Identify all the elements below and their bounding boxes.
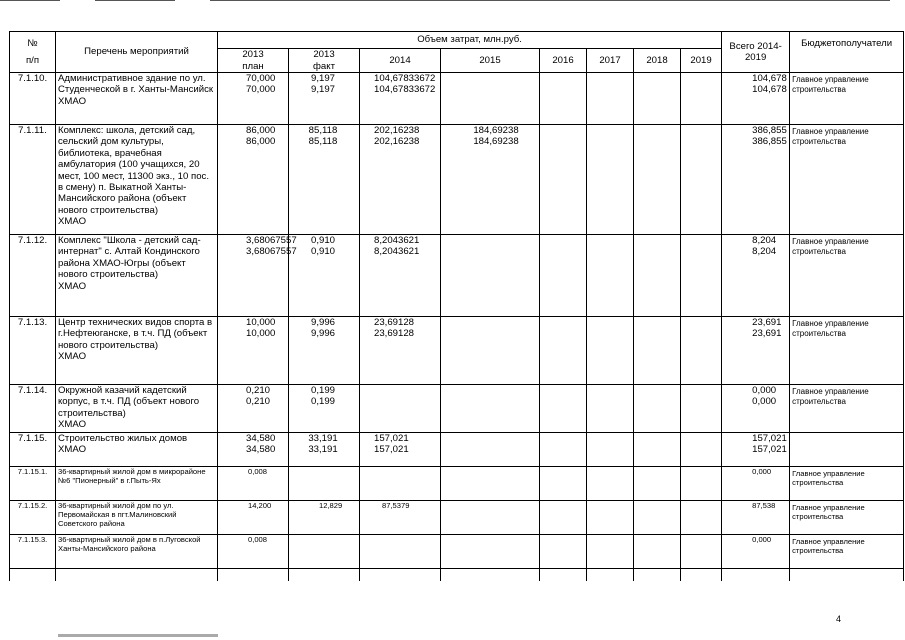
value-hmao: 85,118	[308, 136, 338, 148]
table-row	[10, 235, 904, 317]
value-main: 9,996	[310, 317, 335, 328]
value-empty	[540, 433, 587, 467]
value-empty	[587, 535, 634, 569]
value-empty	[441, 535, 540, 569]
value-empty	[681, 467, 722, 501]
row-number: 7.1.12.	[10, 235, 56, 317]
value-2013-plan	[218, 235, 297, 317]
value-empty	[587, 125, 634, 235]
value-empty	[634, 501, 681, 535]
value-empty	[681, 125, 722, 235]
value-main: Окружной казачий кадетский корпус, в т.ч. ПД (объект нового строительства)	[58, 385, 200, 419]
value-empty	[634, 433, 681, 467]
value-hmao: 157,021	[374, 444, 409, 456]
value-main: 157,021	[752, 433, 787, 444]
value-empty	[540, 501, 587, 535]
value-empty	[540, 569, 587, 581]
expenses-table	[9, 31, 904, 581]
value-empty	[634, 235, 681, 317]
row-recipient: Главное управление строительства	[790, 467, 904, 501]
value-2013-fact	[289, 73, 360, 125]
row-number: 7.1.15.	[10, 433, 56, 467]
value-main: 86,000	[246, 125, 276, 136]
table-row	[10, 467, 904, 501]
value-hmao: 8,2043621	[374, 246, 420, 258]
value-2014	[360, 535, 441, 569]
value-main: 0,000	[752, 385, 777, 396]
value-hmao: 33,191	[308, 444, 338, 456]
value-main: 23,691	[752, 317, 782, 328]
value-empty	[722, 569, 790, 581]
value-2014	[360, 385, 441, 433]
row-recipient: Главное управление строительства	[790, 317, 904, 385]
value-empty	[634, 317, 681, 385]
value-2013-plan: 14,200	[218, 501, 289, 535]
value-hmao: 0,910	[310, 246, 335, 258]
value-hmao: ХМАО	[58, 351, 87, 363]
table-row	[10, 501, 904, 535]
value-2015	[441, 235, 540, 317]
value-2013-plan: 0,008	[218, 535, 289, 569]
value-2013-plan	[218, 385, 289, 433]
value-total	[722, 433, 790, 467]
value-empty	[540, 73, 587, 125]
value-main: 33,191	[308, 433, 338, 444]
table-row	[10, 535, 904, 569]
row-name	[56, 73, 218, 125]
value-empty	[56, 569, 218, 581]
row-name	[56, 235, 218, 317]
value-2013-plan	[218, 433, 289, 467]
value-empty	[681, 385, 722, 433]
scan-artifact	[58, 634, 218, 637]
value-main: Строительство жилых домов	[58, 433, 188, 444]
row-recipient	[790, 433, 904, 467]
row-name: 36-квартирный жилой дом в п.Луговской Ханты-Мансийского района	[56, 535, 218, 569]
value-main: 0,199	[310, 385, 335, 396]
row-name	[56, 125, 218, 235]
value-main: 3,68067557	[246, 235, 297, 246]
row-recipient: Главное управление строительства	[790, 235, 904, 317]
value-main: 386,855	[752, 125, 787, 136]
header-num: № п/п	[10, 32, 56, 73]
row-recipient: Главное управление строительства	[790, 73, 904, 125]
value-2013-fact	[289, 467, 360, 501]
page-number: 4	[836, 614, 842, 624]
value-empty	[634, 569, 681, 581]
row-number: 7.1.13.	[10, 317, 56, 385]
value-2013-fact	[289, 235, 360, 317]
value-empty	[540, 125, 587, 235]
value-main: 104,67833672	[374, 73, 436, 84]
value-empty	[634, 467, 681, 501]
value-empty	[441, 467, 540, 501]
row-recipient: Главное управление строительства	[790, 501, 904, 535]
value-2013-fact	[289, 385, 360, 433]
value-hmao: 104,67833672	[374, 84, 436, 96]
row-number: 7.1.14.	[10, 385, 56, 433]
row-name	[56, 317, 218, 385]
header-2013-fact: 2013 факт	[289, 49, 360, 73]
row-name	[56, 433, 218, 467]
value-main: 202,16238	[374, 125, 420, 136]
value-2013-fact	[289, 535, 360, 569]
value-hmao: ХМАО	[58, 280, 87, 292]
header-2014: 2014	[360, 49, 441, 73]
value-empty	[587, 501, 634, 535]
header-2013-plan: 2013 план	[218, 49, 289, 73]
value-empty	[289, 569, 360, 581]
value-main: 23,69128	[374, 317, 415, 328]
value-empty	[10, 569, 56, 581]
value-total	[722, 235, 790, 317]
value-total: 0,000	[722, 535, 790, 569]
table-row	[10, 317, 904, 385]
value-hmao: 9,996	[310, 328, 335, 340]
top-rule-right	[210, 0, 890, 1]
value-empty	[587, 235, 634, 317]
row-number: 7.1.15.1.	[10, 467, 56, 501]
top-rule-mid	[95, 0, 175, 1]
value-main: 184,69238	[473, 125, 519, 136]
value-hmao: 184,69238	[473, 136, 519, 148]
header-recipient: Бюджетополучатели	[790, 32, 904, 73]
value-2013-fact	[289, 433, 360, 467]
value-2014	[360, 433, 441, 467]
value-empty	[634, 73, 681, 125]
value-2013-fact: 12,829	[289, 501, 360, 535]
value-main: 8,204	[752, 235, 777, 246]
value-empty	[540, 385, 587, 433]
value-main: Административное здание по ул. Студенческой в г. Ханты-Мансийск	[58, 73, 214, 96]
value-empty	[540, 535, 587, 569]
value-hmao: ХМАО	[58, 216, 87, 228]
value-2013-plan	[218, 73, 289, 125]
row-recipient: Главное управление строительства	[790, 535, 904, 569]
row-number: 7.1.15.2.	[10, 501, 56, 535]
value-empty	[790, 569, 904, 581]
value-2013-plan: 0,008	[218, 467, 289, 501]
value-total	[722, 317, 790, 385]
value-hmao: 386,855	[752, 136, 787, 148]
value-hmao: 0,000	[752, 396, 777, 408]
value-main: 85,118	[308, 125, 338, 136]
value-hmao: 34,580	[246, 444, 276, 456]
row-number: 7.1.15.3.	[10, 535, 56, 569]
header-2018: 2018	[634, 49, 681, 73]
value-main: Комплекс "Школа - детский сад-интернат" с. Алтай Кондинского района ХМАО-Югры (объект нового строительства)	[58, 235, 201, 281]
value-empty	[634, 385, 681, 433]
value-2015	[441, 385, 540, 433]
value-main: 0,910	[310, 235, 335, 246]
value-2013-plan	[218, 125, 289, 235]
value-2014	[360, 73, 441, 125]
header-2016: 2016	[540, 49, 587, 73]
table-row	[10, 433, 904, 467]
value-hmao: ХМАО	[58, 419, 87, 431]
value-2014	[360, 235, 441, 317]
value-empty	[681, 569, 722, 581]
value-empty	[587, 569, 634, 581]
value-hmao: 86,000	[246, 136, 276, 148]
value-2013-plan	[218, 317, 289, 385]
value-empty	[540, 467, 587, 501]
value-main: Центр технических видов спорта в г.Нефтеюганске, в т.ч. ПД (объект нового строительства)	[58, 317, 213, 351]
value-empty	[681, 535, 722, 569]
value-hmao: 23,691	[752, 328, 782, 340]
value-total	[722, 73, 790, 125]
value-hmao: 8,204	[752, 246, 777, 258]
value-2014	[360, 467, 441, 501]
value-hmao: 157,021	[752, 444, 787, 456]
row-recipient: Главное управление строительства	[790, 125, 904, 235]
value-empty	[441, 569, 540, 581]
value-2013-fact	[289, 317, 360, 385]
value-2014: 87,5379	[360, 501, 441, 535]
header-2017: 2017	[587, 49, 634, 73]
value-main: 70,000	[246, 73, 276, 84]
value-main: 34,580	[246, 433, 276, 444]
value-empty	[587, 317, 634, 385]
table-row	[10, 385, 904, 433]
value-empty	[587, 73, 634, 125]
value-main: 9,197	[310, 73, 335, 84]
value-main: 157,021	[374, 433, 409, 444]
value-2015	[441, 433, 540, 467]
value-2015	[441, 317, 540, 385]
value-hmao: 70,000	[246, 84, 276, 96]
header-2015: 2015	[441, 49, 540, 73]
header-list: Перечень мероприятий	[56, 32, 218, 73]
header-total: Всего 2014- 2019	[722, 32, 790, 73]
value-empty	[681, 235, 722, 317]
row-name: 36-квартирный жилой дом по ул. Первомайская в пгт.Малиновский Советского района	[56, 501, 218, 535]
row-recipient: Главное управление строительства	[790, 385, 904, 433]
value-2015	[441, 73, 540, 125]
value-empty	[634, 535, 681, 569]
value-2014	[360, 125, 441, 235]
value-empty	[540, 235, 587, 317]
table-row-continuation	[10, 569, 904, 581]
value-hmao: ХМАО	[58, 444, 87, 456]
top-rule-left	[0, 0, 60, 1]
header-2019: 2019	[681, 49, 722, 73]
value-main: 104,678	[752, 73, 787, 84]
value-empty	[218, 569, 289, 581]
value-empty	[540, 317, 587, 385]
value-2013-fact	[289, 125, 360, 235]
value-empty	[441, 501, 540, 535]
value-hmao: 10,000	[246, 328, 276, 340]
value-hmao: 202,16238	[374, 136, 420, 148]
value-hmao: 0,210	[246, 396, 271, 408]
value-main: Комплекс: школа, детский сад, сельский дом культуры, библиотека, врачебная амбулатория (100 учащихся, 20 мест, 100 мест, 11300 экз., 10 пос. в смену) п. Выкатной Ханты-Мансийского района (объект нового строительства)	[58, 125, 210, 216]
row-number: 7.1.11.	[10, 125, 56, 235]
value-total	[722, 385, 790, 433]
row-name: 36-квартирный жилой дом в микрорайоне №6 "Пионерный" в г.Пыть-Ях	[56, 467, 218, 501]
value-2014	[360, 317, 441, 385]
value-empty	[681, 501, 722, 535]
value-empty	[587, 385, 634, 433]
value-hmao: 104,678	[752, 84, 787, 96]
value-empty	[360, 569, 441, 581]
value-main: 10,000	[246, 317, 276, 328]
value-empty	[587, 467, 634, 501]
value-main: 0,210	[246, 385, 271, 396]
value-hmao: 23,69128	[374, 328, 415, 340]
value-hmao: ХМАО	[58, 95, 87, 107]
value-2015	[441, 125, 540, 235]
value-total: 87,538	[722, 501, 790, 535]
value-hmao: 0,199	[310, 396, 335, 408]
value-empty	[681, 317, 722, 385]
row-name	[56, 385, 218, 433]
header-volume: Объем затрат, млн.руб.	[218, 32, 722, 49]
value-main: 8,2043621	[374, 235, 420, 246]
value-empty	[681, 433, 722, 467]
value-hmao: 3,68067557	[246, 246, 297, 258]
value-empty	[587, 433, 634, 467]
header-row-1	[10, 32, 904, 49]
row-number: 7.1.10.	[10, 73, 56, 125]
value-empty	[634, 125, 681, 235]
value-total: 0,000	[722, 467, 790, 501]
value-hmao: 9,197	[310, 84, 335, 96]
value-empty	[681, 73, 722, 125]
value-total	[722, 125, 790, 235]
table-row	[10, 125, 904, 235]
table-row	[10, 73, 904, 125]
